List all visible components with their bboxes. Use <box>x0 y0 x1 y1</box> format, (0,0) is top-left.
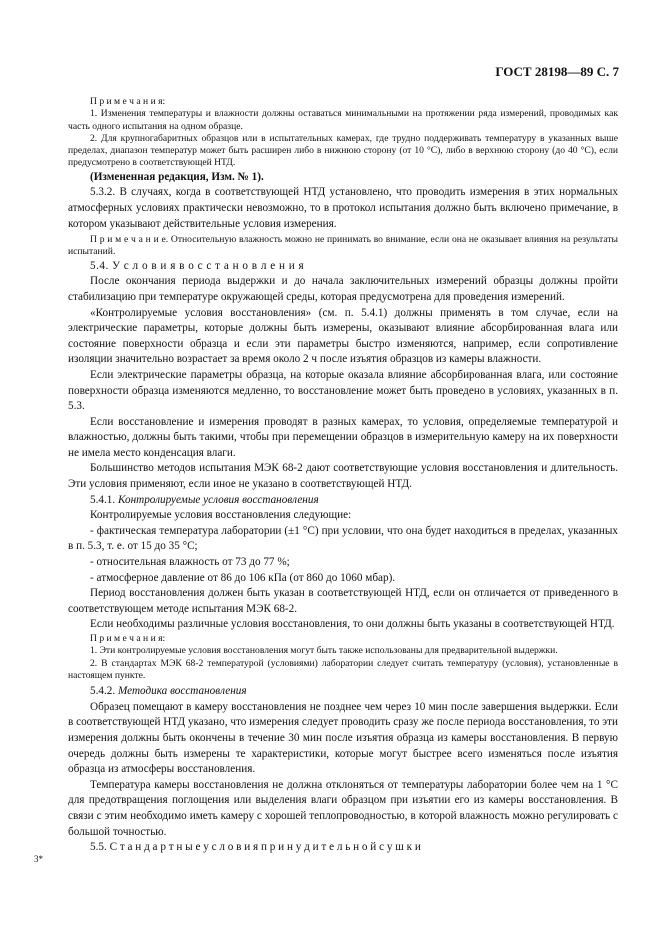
subsection-heading-5-4-2 <box>90 684 618 700</box>
subsection-title: Методика восстановления <box>117 685 247 698</box>
note-item: 1. Эти контролируемые условия восстановления могут быть также использованы для предварительной выдержки. <box>90 645 558 657</box>
notes-title: П р и м е ч а н и я: <box>90 96 166 107</box>
paragraph: Большинство методов испытания МЭК 68-2 дают соответствующие условия восстановления и длительность. Эти условия применяют, если иное не указано в соответствующей НТД. <box>68 462 618 491</box>
subsection-number: 5.4.1. <box>90 493 116 506</box>
paragraph: «Контролируемые условия восстановления» (см. п. 5.4.1) должны применять в том случае, если на электрические параметры, которые должны быть измерены, оказывают влияние абсорбированная влага или состояние поверхности образца и если эти параметры быстро изменяются, например, если сопротивление изоляции значительно возрастает за время около 2 ч после изъятия образцов из камеры влажности. <box>68 306 618 366</box>
paragraph: После окончания периода выдержки и до начала заключительных измерений образцы должны пройти стабилизацию при температуре окружающей среды, которая предусмотрена для проведения измерений. <box>68 275 618 303</box>
paragraph: Период восстановления должен быть указан в соответствующей НТД, если он отличается от приведенного в соответствующем методе испытания МЭК 68-2. <box>68 587 618 615</box>
page-footer-mark: 3* <box>34 854 43 864</box>
subsection-heading-5-4-1 <box>90 493 618 509</box>
note-item: 2. В стандартах МЭК 68-2 температурой (условиями) лаборатории следует считать температуру (условия), установленные в настоящем пункте. <box>68 657 618 681</box>
section-heading-5-4: 5.4. У с л о в и я в о с с т а н о в л е н и я <box>90 259 305 272</box>
paragraph: Образец помещают в камеру восстановления не позднее чем через 10 мин после завершения выдержки. Если в соответствующей НТД указано, что измерения следует проводить сразу же после периода восстановления, то эти измерения должны быть окончены в течение 30 мин после изъятия образца из камеры восстановления. В первую очередь должны быть измерены те характеристики, которые могут быстрее всего изменяться после изъятия образца из атмосферы восстановления. <box>68 700 618 776</box>
list-item: - фактическая температура лаборатории (±1 °С) при условии, что она будет находиться в пределах, указанных в п. 5.3, т. е. от 15 до 35 °С; <box>68 524 618 553</box>
page-header: ГОСТ 28198—89 С. 7 <box>495 64 619 79</box>
note-item: 2. Для крупногабаритных образцов или в испытательных камерах, где трудно поддерживать температуру в указанных выше пределах, диапазон температур может быть расширен либо в нижнюю сторону (от 10 °С), либо в верхнюю сторону (до 40 °С), если предусмотрено в соответствующей НТД. <box>68 132 618 169</box>
subsection-number: 5.4.2. <box>90 685 116 698</box>
paragraph-5-3-2: 5.3.2. В случаях, когда в соответствующей НТД установлено, что проводить измерения в этих нормальных атмосферных условиях практически невозможно, то в протокол испытания должно быть включено примечание, в котором указывают действительные условия измерения. <box>68 186 618 230</box>
page-content <box>68 96 618 856</box>
paragraph: Если восстановление и измерения проводят в разных камерах, то условия, определяемые температурой и влажностью, должны быть такими, чтобы при перемещении образцов в измерительную камеру на их поверхности не имела место конденсация влаги. <box>68 415 618 459</box>
list-item: - атмосферное давление от 86 до 106 кПа (от 860 до 1060 мбар). <box>90 571 396 584</box>
paragraph: Если необходимы различные условия восстановления, то они должны быть указаны в соответствующей НТД. <box>90 618 615 631</box>
paragraph: Контролируемые условия восстановления следующие: <box>90 509 352 522</box>
amendment-note: (Измененная редакция, Изм. № 1). <box>90 170 264 183</box>
list-item: - относительная влажность от 73 до 77 %; <box>90 556 290 569</box>
notes-title: П р и м е ч а н и я: <box>90 633 166 644</box>
note-item: 1. Изменения температуры и влажности должны оставаться минимальными на протяжении ряда измерений, проводимых как часть одного испытания на одном образце. <box>68 108 618 132</box>
paragraph: Температура камеры восстановления не должна отклоняться от температуры лаборатории более чем на 1 °С для предотвращения поглощения или выделения влаги образцом при изъятии его из камеры восстановления. В связи с этим необходимо иметь камеру с хорошей теплопроводностью, в которой влажность можно регулировать с большой точностью. <box>68 778 618 838</box>
section-heading-5-5: 5.5. С т а н д а р т н ы е у с л о в и я п р и н у д и т е л ь н о й с у ш к и <box>90 841 421 854</box>
note: П р и м е ч а н и е. Относительную влажность можно не принимать во внимание, если она не оказывает влияния на результаты испытаний. <box>68 234 618 258</box>
paragraph: Если электрические параметры образца, на которые оказала влияние абсорбированная влага, или состояние поверхности образца изменяются медленно, то восстановление может быть проведено в условиях, указанных в п. 5.3. <box>68 368 618 413</box>
subsection-title: Контролируемые условия восстановления <box>117 493 319 506</box>
